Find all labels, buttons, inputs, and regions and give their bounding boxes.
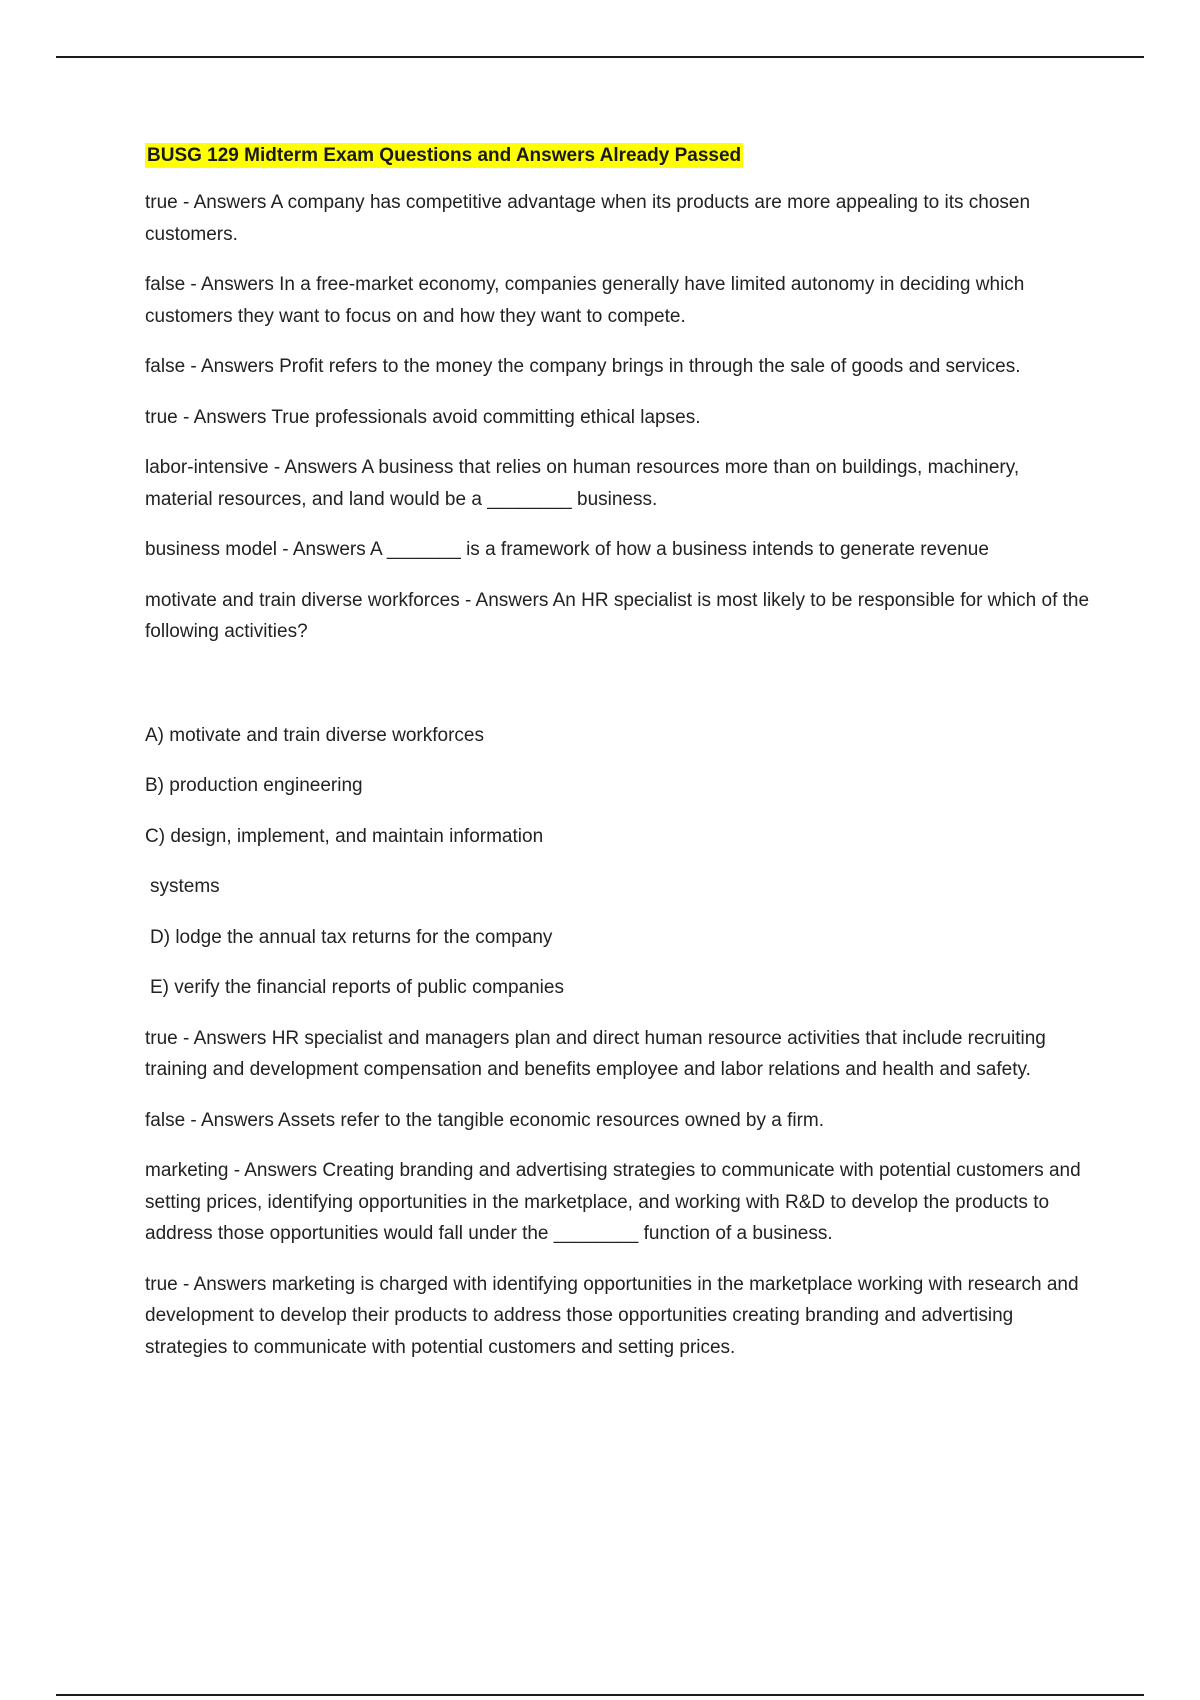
spacer xyxy=(145,667,1090,720)
option-d: D) lodge the annual tax returns for the company xyxy=(150,926,553,948)
qa-paragraph-10: marketing - Answers Creating branding and advertising strategies to communicate with potential customers and setting prices, identifying opportunities in the marketplace, and working with R&D to develop the products to address those opportunities would fall under the ________ function of a business. xyxy=(145,1160,1081,1244)
qa-paragraph-4: true - Answers True professionals avoid committing ethical lapses. xyxy=(145,406,701,428)
qa-paragraph-11: true - Answers marketing is charged with identifying opportunities in the marketplace working with research and development to develop their products to address those opportunities creating branding and advertising strategies to communicate with potential customers and setting prices. xyxy=(145,1273,1079,1358)
option-b: B) production engineering xyxy=(145,775,363,796)
document-title: BUSG 129 Midterm Exam Questions and Answers Already Passed xyxy=(147,145,742,166)
header-rule xyxy=(56,56,1144,58)
option-c-continued: systems xyxy=(150,876,220,897)
option-a: A) motivate and train diverse workforces xyxy=(145,724,484,746)
qa-paragraph-8: true - Answers HR specialist and managers plan and direct human resource activities that include recruiting training and development compensation and benefits employee and labor relations and health and safety. xyxy=(145,1027,1046,1080)
qa-paragraph-2: false - Answers In a free-market economy, companies generally have limited autonomy in deciding which customers they want to focus on and how they want to compete. xyxy=(145,274,1025,327)
qa-paragraph-6: business model - Answers A _______ is a framework of how a business intends to generate revenue xyxy=(145,539,989,560)
option-e: E) verify the financial reports of public companies xyxy=(150,977,564,998)
footer-rule xyxy=(56,1694,1144,1696)
qa-paragraph-7: motivate and train diverse workforces - Answers An HR specialist is most likely to be responsible for which of the following activities? xyxy=(145,589,1090,642)
document-body xyxy=(145,143,1090,1382)
qa-paragraph-9: false - Answers Assets refer to the tangible economic resources owned by a firm. xyxy=(145,1109,825,1131)
qa-paragraph-5: labor-intensive - Answers A business that relies on human resources more than on buildings, machinery, material resources, and land would be a ________ business. xyxy=(145,457,1020,510)
option-c: C) design, implement, and maintain information xyxy=(145,825,544,847)
qa-paragraph-3: false - Answers Profit refers to the money the company brings in through the sale of goods and services. xyxy=(145,356,1021,377)
qa-paragraph-1: true - Answers A company has competitive advantage when its products are more appealing to its chosen customers. xyxy=(145,192,1031,245)
